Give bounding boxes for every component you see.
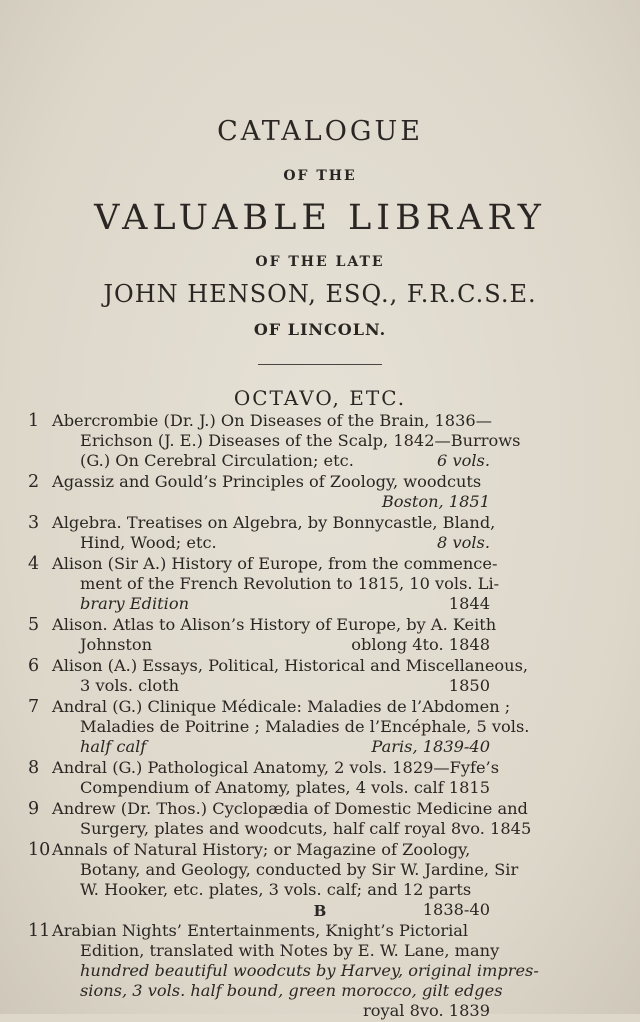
entry-line <box>28 675 490 697</box>
entry-number: 6 <box>28 656 40 676</box>
title-rule <box>258 364 382 365</box>
entry-imprint: 1850 <box>448 676 490 695</box>
entry-imprint: Paris, 1839-40 <box>371 737 490 756</box>
entry-number: 3 <box>28 513 40 533</box>
entry-imprint: royal 8vo. 1839 <box>363 1001 490 1020</box>
entry-imprint: 6 vols. <box>437 451 490 470</box>
owner-name: JOHN HENSON, ESQ., F.R.C.S.E. <box>103 280 537 308</box>
entry-line <box>28 1000 490 1022</box>
entry-text: Annals of Natural History; or Magazine of Zoology, <box>52 840 471 859</box>
entry-text: Johnston <box>80 635 153 654</box>
library-title: VALUABLE LIBRARY <box>94 198 546 238</box>
entry-line <box>28 430 521 452</box>
entry-text: W. Hooker, etc. plates, 3 vols. calf; and 12 parts <box>80 880 472 899</box>
entry-text: Alison (A.) Essays, Political, Historical and Miscellaneous, <box>52 656 529 675</box>
entry-number: 1 <box>28 411 40 431</box>
entry-text: Andral (G.) Clinique Médicale: Maladies de l’Abdomen ; <box>52 697 511 716</box>
entry-text: brary Edition <box>80 594 189 613</box>
entry-text: Erichson (J. E.) Diseases of the Scalp, 1842—Burrows <box>80 431 521 450</box>
section-heading: OCTAVO, ETC. <box>233 386 407 410</box>
entry-text: hundred beautiful woodcuts by Harvey, original impres- <box>80 961 539 980</box>
entry-line <box>28 593 490 615</box>
entry-number: 10 <box>28 840 51 860</box>
entry-number: 2 <box>28 472 40 492</box>
entry-text: Hind, Wood; etc. <box>80 533 217 552</box>
entry-text: Compendium of Anatomy, plates, 4 vols. calf <box>80 778 444 797</box>
entry-text: Alison. Atlas to Alison’s History of Europe, by A. Keith <box>52 615 497 634</box>
entry-number: 7 <box>28 697 40 717</box>
entry-number: 8 <box>28 758 40 778</box>
entry-text: Andral (G.) Pathological Anatomy, 2 vols. 1829—Fyfe’s <box>52 758 500 777</box>
entry-imprint: 8 vols. <box>437 533 490 552</box>
entry-line <box>28 450 490 472</box>
entry-text: (G.) On Cerebral Circulation; etc. <box>80 451 354 470</box>
entry-text: Surgery, plates and woodcuts, half calf royal 8vo. 1845 <box>80 819 532 838</box>
entry-text: Alison (Sir A.) History of Europe, from the commence- <box>52 554 498 573</box>
entry-text: Arabian Nights’ Entertainments, Knight’s Pictorial <box>52 921 469 940</box>
entry-line <box>28 491 490 513</box>
entry-text: Andrew (Dr. Thos.) Cyclopædia of Domestic Medicine and <box>52 799 528 818</box>
catalogue-heading: CATALOGUE <box>217 116 423 147</box>
entry-number: 5 <box>28 615 40 635</box>
entry-text: Maladies de Poitrine ; Maladies de l’Encéphale, 5 vols. <box>80 717 530 736</box>
entry-imprint: Boston, 1851 <box>381 492 490 511</box>
entry-text: Agassiz and Gould’s Principles of Zoology, woodcuts <box>52 472 482 491</box>
entry-imprint: 1844 <box>448 594 490 613</box>
entry-line <box>28 777 490 799</box>
entry-text: Edition, translated with Notes by E. W. Lane, many <box>80 941 500 960</box>
of-the-line: OF THE <box>283 168 357 184</box>
entry-number: 11 <box>28 921 51 941</box>
entry-text: Abercrombie (Dr. J.) On Diseases of the Brain, 1836— <box>52 411 492 430</box>
entry-text: sions, 3 vols. half bound, green morocco, gilt edges <box>80 981 503 1000</box>
signature-mark: B <box>313 902 327 920</box>
entry-line <box>28 736 490 758</box>
entry-line <box>28 634 490 656</box>
entry-number: 9 <box>28 799 40 819</box>
entry-imprint: 1815 <box>448 778 490 797</box>
entry-text: Algebra. Treatises on Algebra, by Bonnycastle, Bland, <box>52 513 496 532</box>
entry-imprint: oblong 4to. 1848 <box>351 635 490 654</box>
entry-line <box>28 532 490 554</box>
entry-text: Botany, and Geology, conducted by Sir W. Jardine, Sir <box>80 860 519 879</box>
entry-number: 4 <box>28 554 40 574</box>
entry-text: ment of the French Revolution to 1815, 10 vols. Li- <box>80 574 500 593</box>
owner-place: OF LINCOLN. <box>253 320 387 339</box>
of-the-late-line: OF THE LATE <box>255 254 385 270</box>
entry-text: 3 vols. cloth <box>80 676 180 695</box>
entry-imprint: 1838-40 <box>422 900 490 919</box>
entry-text: half calf <box>80 737 147 756</box>
